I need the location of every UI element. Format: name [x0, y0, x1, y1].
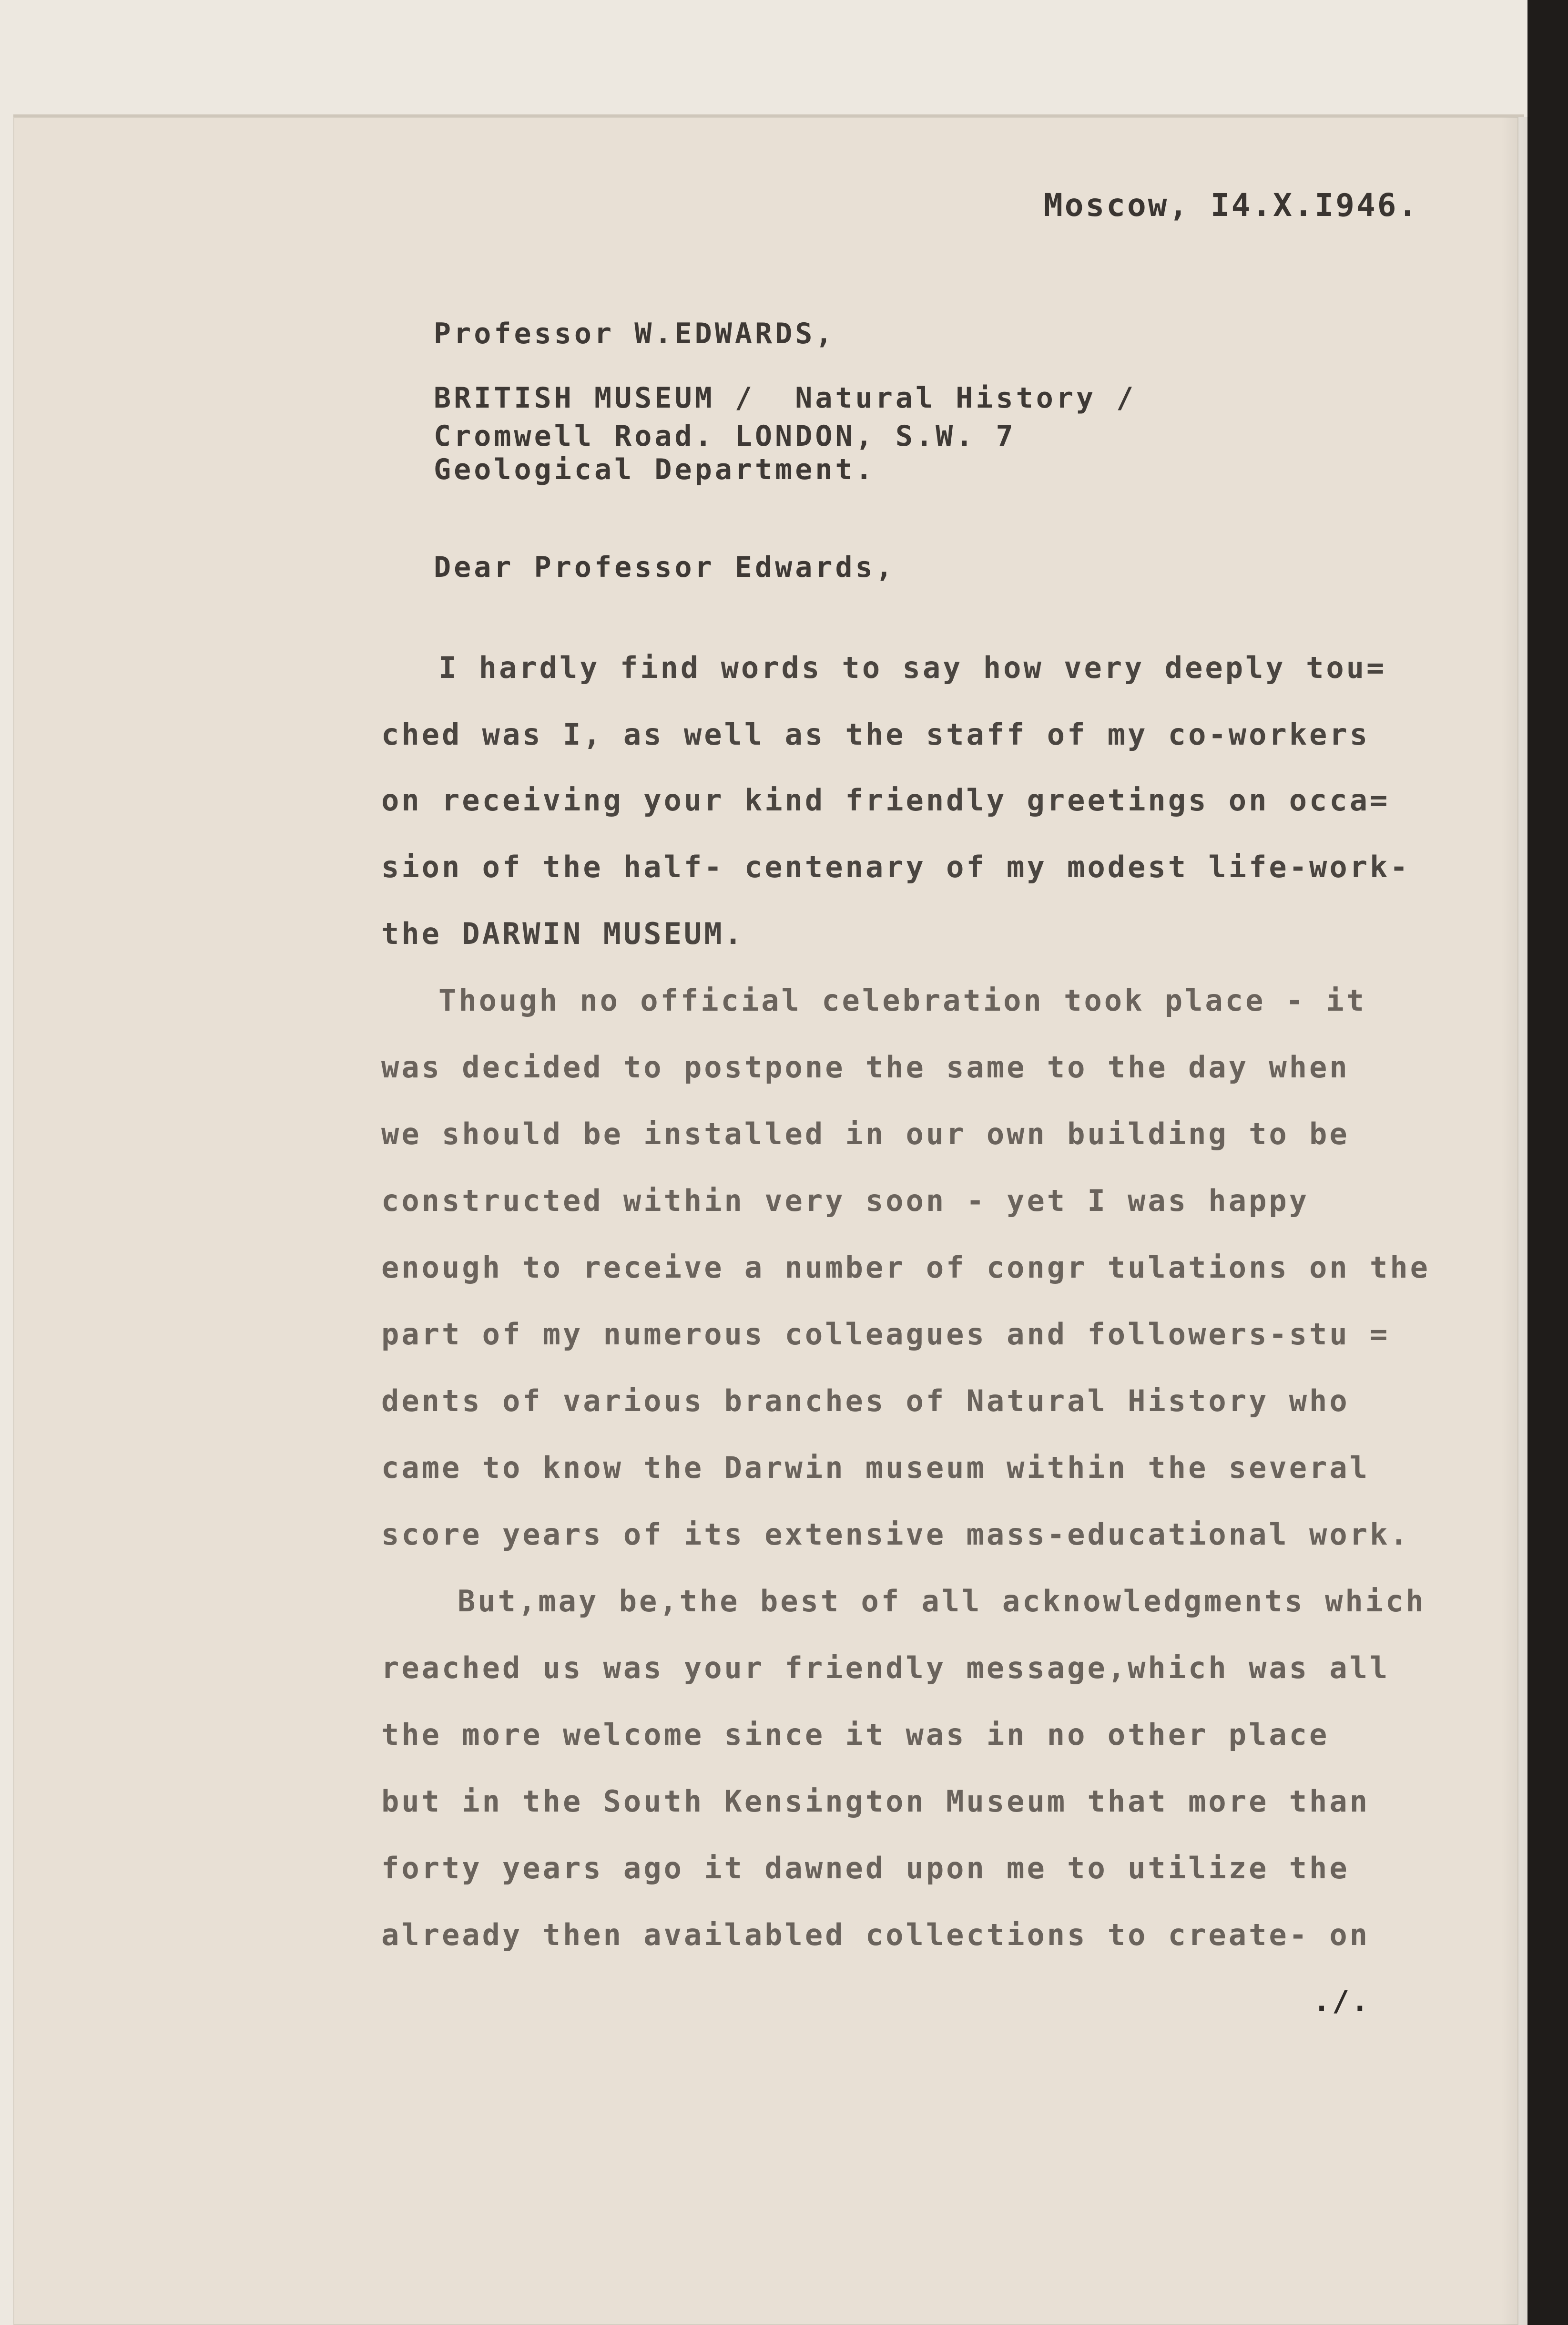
body-line: on receiving your kind friendly greetings on occa= — [381, 783, 1390, 818]
body-line: part of my numerous colleagues and followers-stu = — [381, 1317, 1390, 1352]
body-line: the more welcome since it was in no other place — [381, 1717, 1330, 1752]
body-line: constructed within very soon - yet I was happy — [381, 1183, 1310, 1218]
body-line: dents of various branches of Natural History who — [381, 1383, 1350, 1418]
body-line: Though no official celebration took place - it — [438, 983, 1367, 1018]
body-line: the DARWIN MUSEUM. — [381, 916, 744, 951]
body-line: but in the South Kensington Museum that more than — [381, 1784, 1370, 1819]
continuation-mark: ./. — [1313, 1985, 1371, 2018]
letter-date: Moscow, I4.X.I946. — [1044, 187, 1419, 224]
recipient-address-line-2: Cromwell Road. LONDON, S.W. 7 — [434, 420, 1016, 453]
body-line: we should be installed in our own building to be — [381, 1116, 1350, 1151]
body-line: came to know the Darwin museum within the several — [381, 1450, 1370, 1485]
body-line: reached us was your friendly message,which was all — [381, 1650, 1390, 1685]
salutation: Dear Professor Edwards, — [434, 551, 896, 584]
body-line: But,may be,the best of all acknowledgments which — [458, 1584, 1426, 1618]
recipient-address-line-3: Geological Department. — [434, 453, 876, 486]
recipient-address-line-1: BRITISH MUSEUM / Natural History / — [434, 381, 1137, 415]
recipient-name: Professor W.EDWARDS, — [434, 317, 835, 350]
body-line: enough to receive a number of congr tulations on the — [381, 1250, 1431, 1285]
body-line: score years of its extensive mass-educational work. — [381, 1517, 1410, 1552]
body-line: was decided to postpone the same to the day when — [381, 1050, 1350, 1085]
body-line: ched was I, as well as the staff of my co-workers — [381, 717, 1370, 752]
body-line: forty years ago it dawned upon me to utilize the — [381, 1851, 1350, 1885]
body-line: already then availabled collections to create- on — [381, 1917, 1370, 1952]
body-line: sion of the half- centenary of my modest life-work- — [381, 850, 1410, 884]
body-line: I hardly find words to say how very deeply tou= — [438, 650, 1387, 685]
